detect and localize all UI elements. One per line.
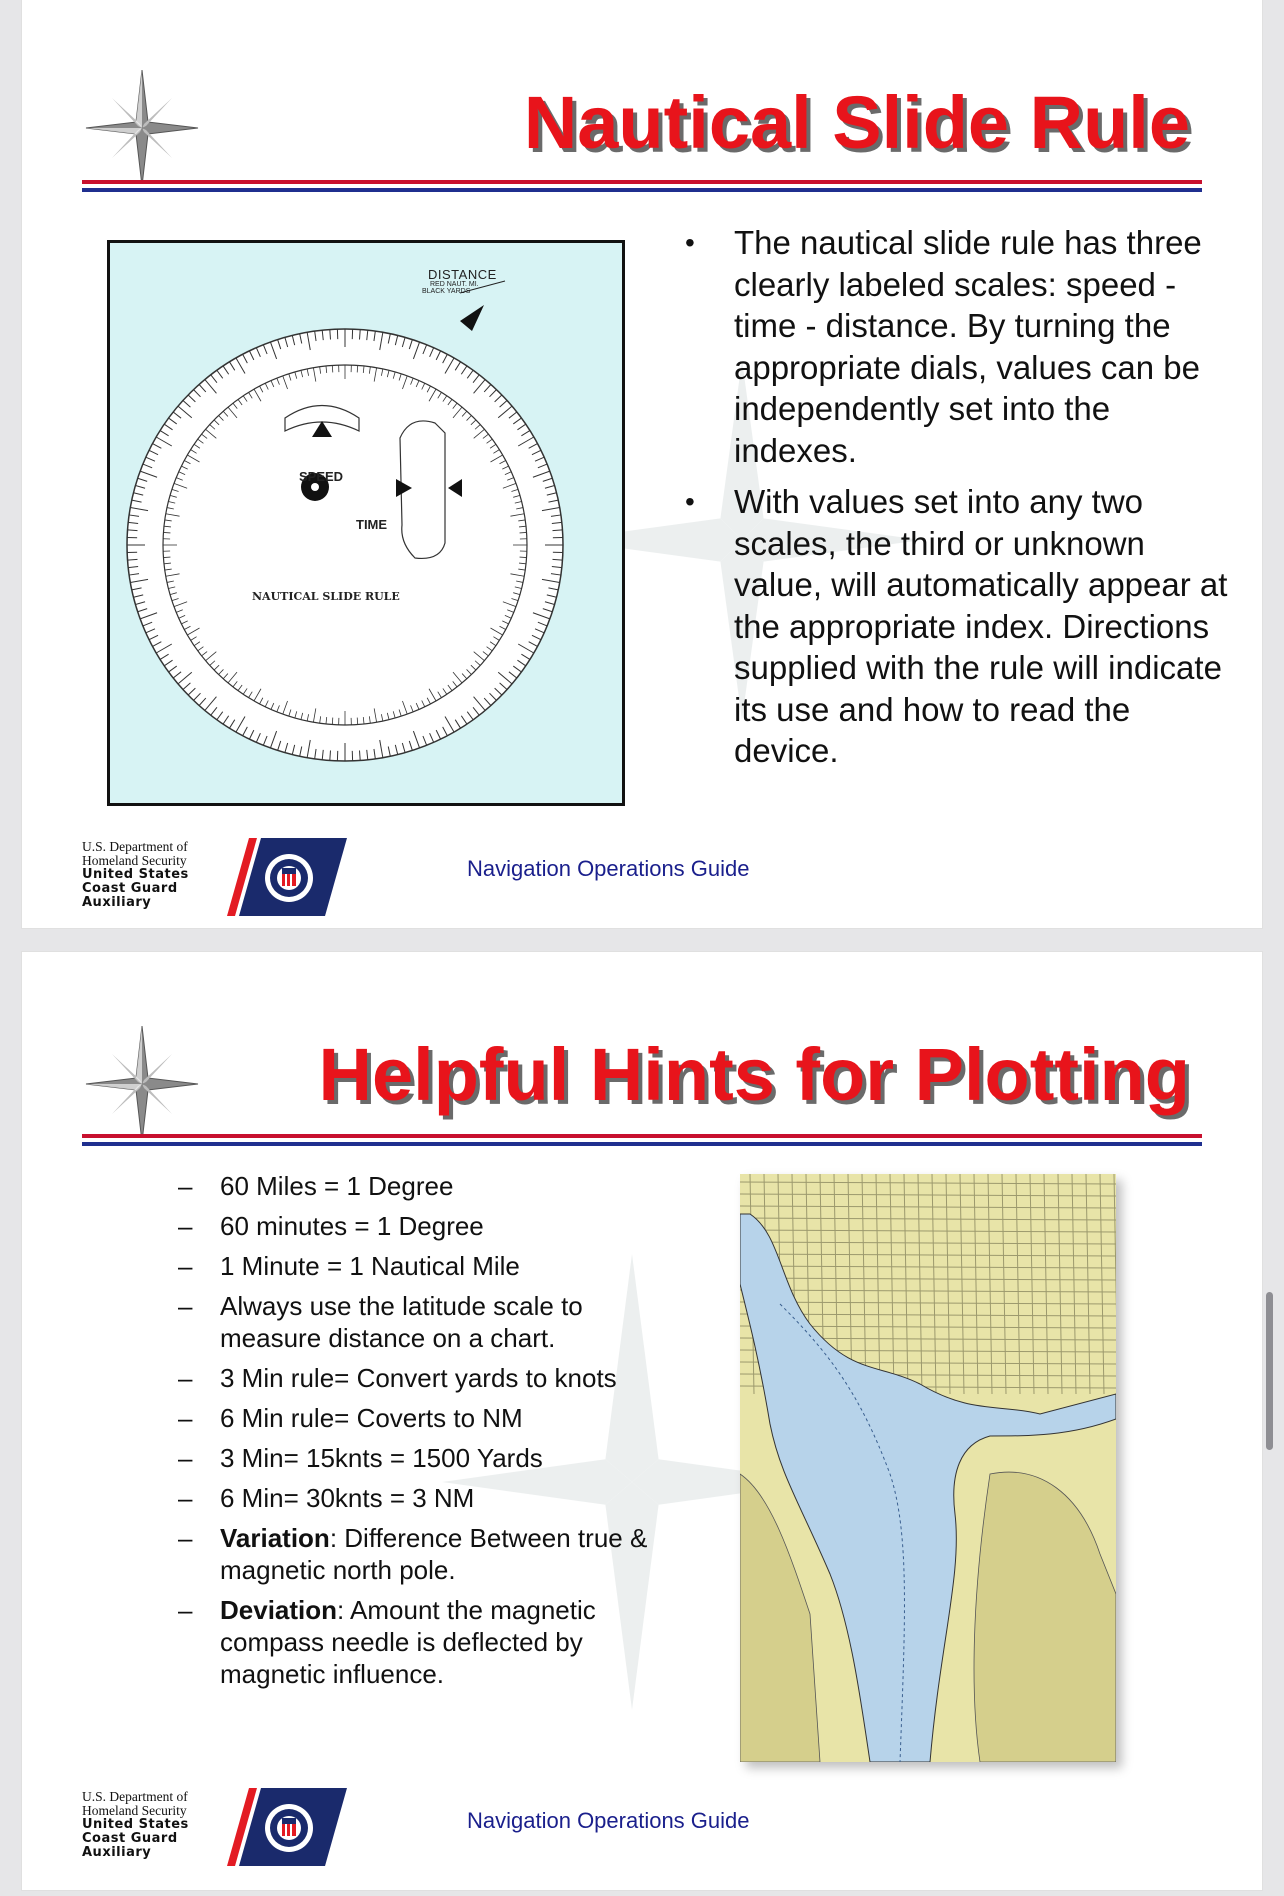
plotting-hints-list xyxy=(152,1170,672,1698)
list-item: – 6 Min= 30knts = 3 NM xyxy=(178,1483,475,1513)
slide-helpful-hints xyxy=(22,952,1262,1890)
slide-rule-illustration xyxy=(107,240,625,806)
list-item: – 3 Min rule= Convert yards to knots xyxy=(178,1363,617,1393)
footer-guide-title: Navigation Operations Guide xyxy=(467,856,750,881)
title-divider xyxy=(82,1134,1202,1146)
bullet-dot-icon: • xyxy=(685,227,695,258)
list-item: – 1 Minute = 1 Nautical Mile xyxy=(178,1251,520,1281)
list-item: – 6 Min rule= Coverts to NM xyxy=(178,1403,523,1433)
distance-label: DISTANCE xyxy=(428,267,497,282)
coast-guard-emblem-icon xyxy=(227,838,347,918)
slide-title: Helpful Hints for Plotting xyxy=(318,1033,1190,1116)
list-item: – 60 minutes = 1 Degree xyxy=(178,1211,484,1241)
bullet-item: • The nautical slide rule has three clearly labeled scales: speed - time - distance. By turning the appropriate dials, values can be independently set into the indexes. xyxy=(685,224,1202,469)
page-scrollbar[interactable] xyxy=(1266,1292,1273,1450)
list-item: – Always use the latitude scale to measure distance on a chart. xyxy=(178,1291,583,1353)
uscg-auxiliary-logo xyxy=(82,1784,382,1868)
bullet-item: • With values set into any two scales, the third or unknown value, will automatically appear at the appropriate index. Directions supplied with the rule will indicate its use and how to read the device. xyxy=(685,483,1228,769)
uscg-auxiliary-logo xyxy=(82,834,382,918)
slide-rule-bullets xyxy=(672,222,1232,782)
list-item: – 3 Min= 15knts = 1500 Yards xyxy=(178,1443,543,1473)
nautical-chart-image xyxy=(740,1174,1116,1762)
slide-nautical-slide-rule xyxy=(22,0,1262,928)
coast-guard-emblem-icon xyxy=(227,1788,347,1868)
distance-sublabel-black: BLACK YARDS xyxy=(422,288,471,295)
title-divider xyxy=(82,180,1202,192)
compass-rose-icon xyxy=(82,1024,202,1144)
distance-sublabel-red: RED NAUT. MI. xyxy=(430,281,479,288)
dhs-wordmark: U.S. Department of Homeland Security United States Coast Guard Auxiliary xyxy=(82,839,189,910)
time-label: TIME xyxy=(356,517,388,532)
bullet-dot-icon: • xyxy=(685,486,695,517)
list-item: – Deviation: Amount the magnetic compass needle is deflected by magnetic influence. xyxy=(178,1595,596,1689)
dhs-wordmark: U.S. Department of Homeland Security United States Coast Guard Auxiliary xyxy=(82,1789,189,1860)
speed-label: SPEED xyxy=(299,469,344,484)
slide-title: Nautical Slide Rule xyxy=(523,81,1190,164)
slide-rule-name-label: NAUTICAL SLIDE RULE xyxy=(252,590,400,603)
list-item: – 60 Miles = 1 Degree xyxy=(178,1171,454,1201)
list-item: – Variation: Difference Between true & magnetic north pole. xyxy=(178,1523,648,1585)
footer-guide-title: Navigation Operations Guide xyxy=(467,1808,750,1833)
compass-rose-icon xyxy=(82,68,202,188)
